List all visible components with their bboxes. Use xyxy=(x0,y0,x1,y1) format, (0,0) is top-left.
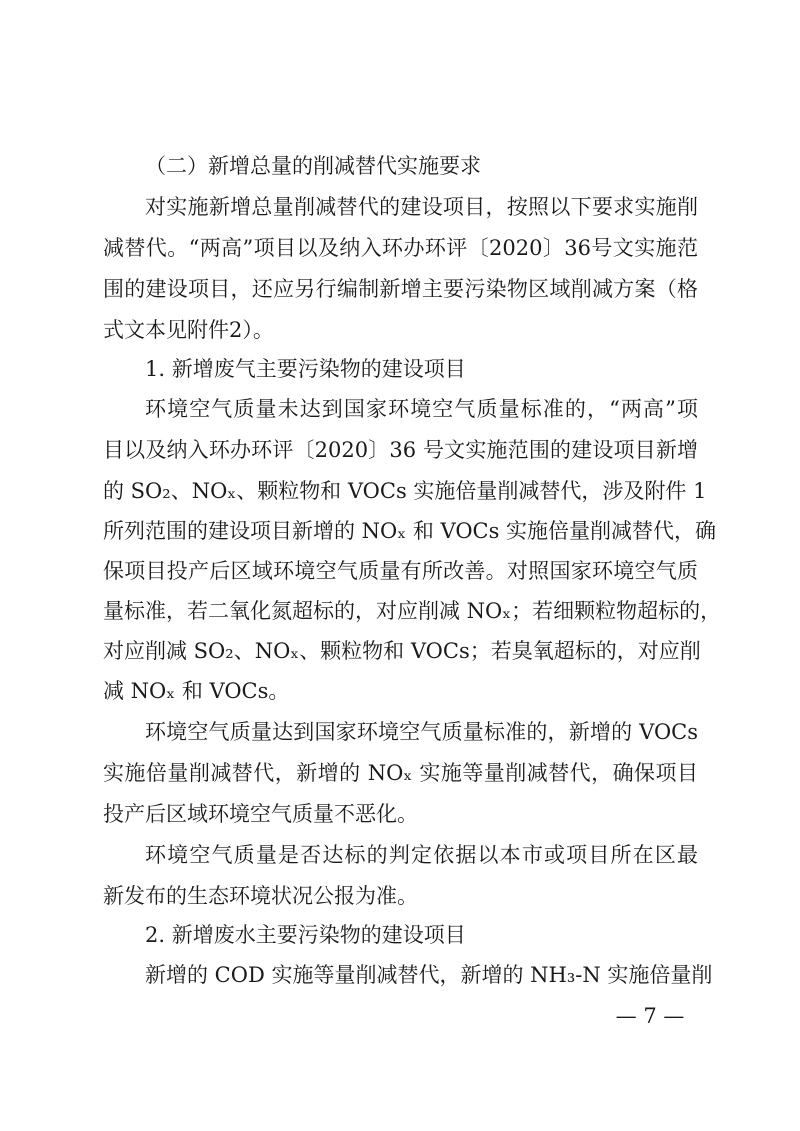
paragraph-line: 保项目投产后区域环境空气质量有所改善。对照国家环境空气质 xyxy=(103,559,698,583)
paragraph-line: 对应削减 SO₂、NOₓ、颗粒物和 VOCs；若臭氧超标的，对应削 xyxy=(103,639,701,663)
paragraph-line: 环境空气质量是否达标的判定依据以本市或项目所在区最 xyxy=(145,843,698,867)
paragraph-line: 的 SO₂、NOₓ、颗粒物和 VOCs 实施倍量削减替代，涉及附件 1 xyxy=(103,479,707,503)
paragraph-line: 环境空气质量达到国家环境空气质量标准的，新增的 VOCs xyxy=(145,720,698,744)
paragraph-line: 环境空气质量未达到国家环境空气质量标准的，“两高”项 xyxy=(145,397,698,421)
page-number: — 7 — xyxy=(615,1004,685,1028)
paragraph-line: 新增的 COD 实施等量削减替代，新增的 NH₃-N 实施倍量削 xyxy=(145,963,713,987)
subheading: 1. 新增废气主要污染物的建设项目 xyxy=(145,357,466,381)
section-heading: （二）新增总量的削减替代实施要求 xyxy=(145,154,481,178)
paragraph-line: 对实施新增总量削减替代的建设项目，按照以下要求实施削 xyxy=(145,195,698,219)
paragraph-line: 式文本见附件2）。 xyxy=(103,318,274,342)
paragraph-line: 减 NOₓ 和 VOCs。 xyxy=(103,679,290,703)
paragraph-line: 投产后区域环境空气质量不恶化。 xyxy=(103,802,418,826)
paragraph-line: 目以及纳入环办环评〔2020〕36 号文实施范围的建设项目新增 xyxy=(103,438,698,462)
subheading: 2. 新增废水主要污染物的建设项目 xyxy=(145,923,466,947)
paragraph-line: 实施倍量削减替代，新增的 NOₓ 实施等量削减替代，确保项目 xyxy=(103,761,698,785)
paragraph-line: 量标准，若二氧化氮超标的，对应削减 NOₓ；若细颗粒物超标的， xyxy=(103,599,722,623)
paragraph-line: 新发布的生态环境状况公报为准。 xyxy=(103,884,418,908)
paragraph-line: 所列范围的建设项目新增的 NOₓ 和 VOCs 实施倍量削减替代，确 xyxy=(103,519,717,543)
paragraph-line: 围的建设项目，还应另行编制新增主要污染物区域削减方案（格 xyxy=(103,277,698,301)
paragraph-line: 减替代。“两高”项目以及纳入环办环评〔2020〕36号文实施范 xyxy=(103,236,698,260)
